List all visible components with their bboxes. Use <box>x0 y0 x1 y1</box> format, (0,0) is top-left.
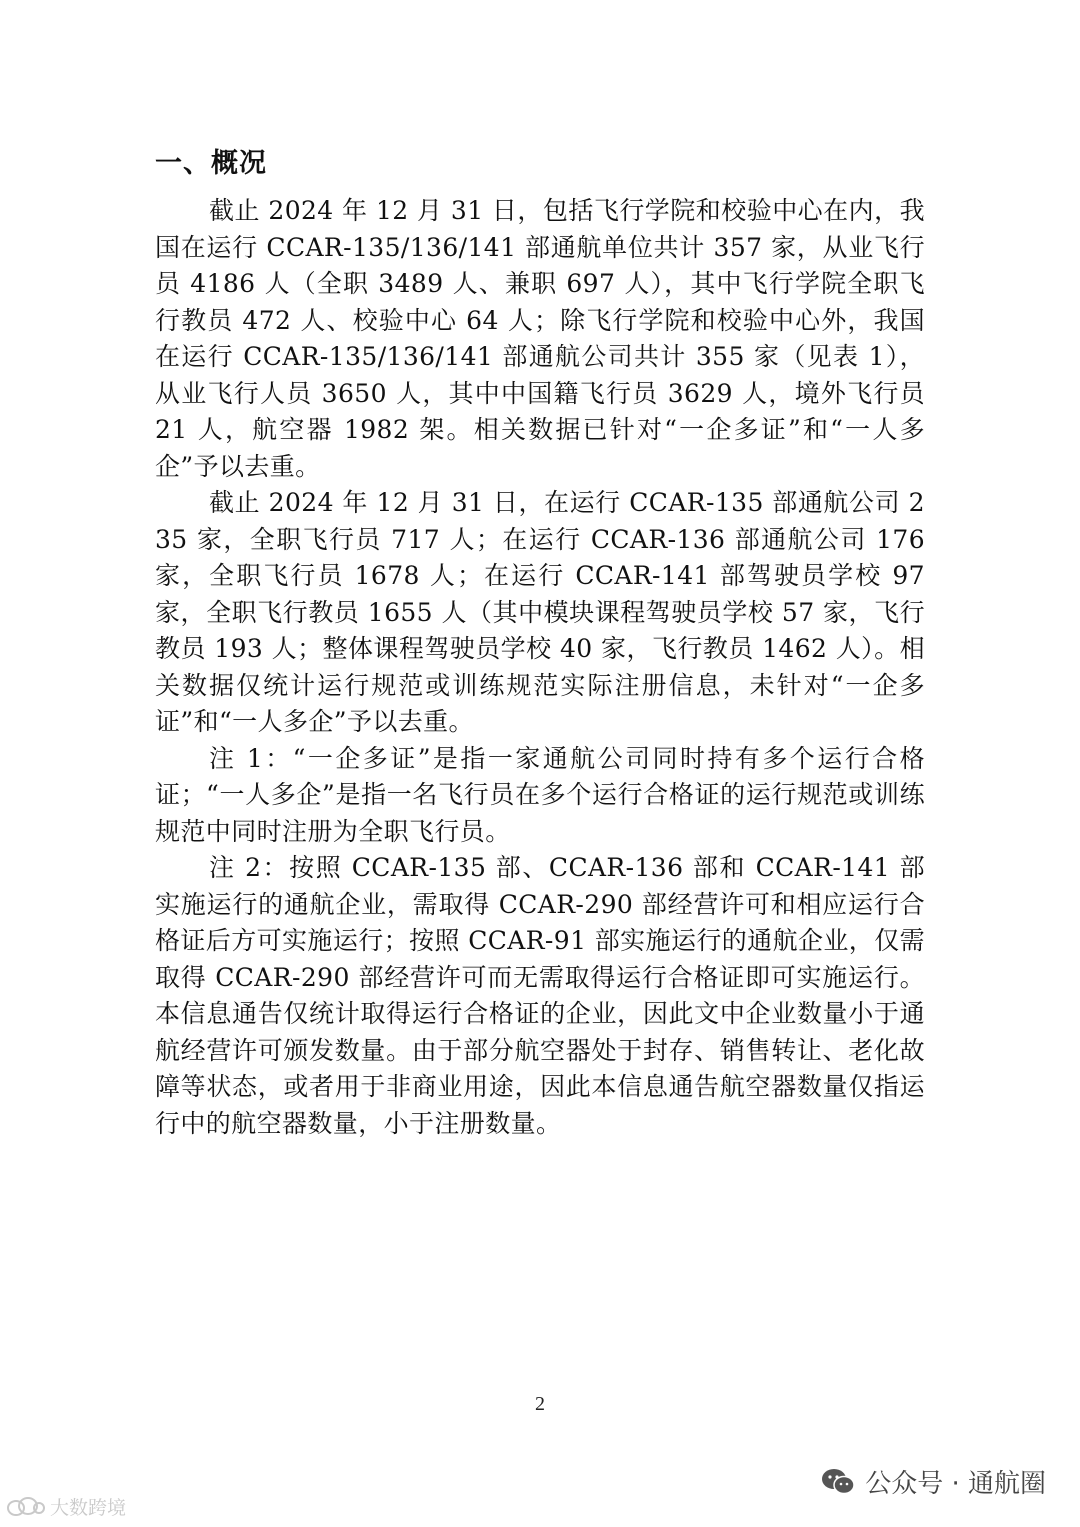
watermark-left <box>6 1493 126 1520</box>
page-number: 2 <box>535 1393 545 1415</box>
watermark-label: 大数跨境 <box>50 1497 127 1519</box>
paragraph-note-1: 注 1：“一企多证”是指一家通航公司同时持有多个运行合格证；“一人多企”是指一名飞行员在多个运行合格证的运行规范或训练规范中同时注册为全职飞行员。 <box>155 743 925 846</box>
body-text <box>155 193 925 1142</box>
paragraph-note-2: 注 2：按照 CCAR-135 部、CCAR-136 部和 CCAR-141 部实施运行的通航企业，需取得 CCAR-290 部经营许可和相应运行合格证后方可实施运行；按照 CCAR-91 部实施运行的通航企业，仅需取得 CCAR-290 部经营许可而无需取得运行合格证即可实施运行。本信息通告仅统计取得运行合格证的企业，因此文中企业数量小于通航经营许可颁发数量。由于部分航空器处于封存、销售转让、老化故障等状态，或者用于非商业用途，因此本信息通告航空器数量仅指运行中的航空器数量，小于注册数量。 <box>155 853 925 1138</box>
cloud-logo-icon <box>6 1496 46 1518</box>
wechat-account-label <box>821 1463 1046 1500</box>
paragraph-breakdown: 截止 2024 年 12 月 31 日，在运行 CCAR-135 部通航公司 235 家，全职飞行员 717 人；在运行 CCAR-136 部通航公司 176 家，全职飞行员 1678 人；在运行 CCAR-141 部驾驶员学校 97 家，全职飞行教员 1655 人（其中模块课程驾驶员学校 57 家，飞行教员 193 人；整体课程驾驶员学校 40 家，飞行教员 1462 人）。相关数据仅统计运行规范或训练规范实际注册信息，未针对“一企多证”和“一人多企”予以去重。 <box>155 488 925 736</box>
account-name: 公众号 · 通航圈 <box>865 1469 1046 1499</box>
section-heading: 一、概况 <box>155 148 267 179</box>
paragraph-overview: 截止 2024 年 12 月 31 日，包括飞行学院和校验中心在内，我国在运行 CCAR-135/136/141 部通航单位共计 357 家，从业飞行员 4186 人（全职 3489 人、兼职 697 人），其中飞行学院全职飞行教员 472 人、校验中心 64 人；除飞行学院和校验中心外，我国在运行 CCAR-135/136/141 部通航公司共计 355 家（见表 1），从业飞行人员 3650 人，其中中国籍飞行员 3629 人，境外飞行员 21 人，航空器 1982 架。相关数据已针对“一企多证”和“一人多企”予以去重。 <box>155 196 925 481</box>
wechat-icon <box>821 1467 855 1497</box>
